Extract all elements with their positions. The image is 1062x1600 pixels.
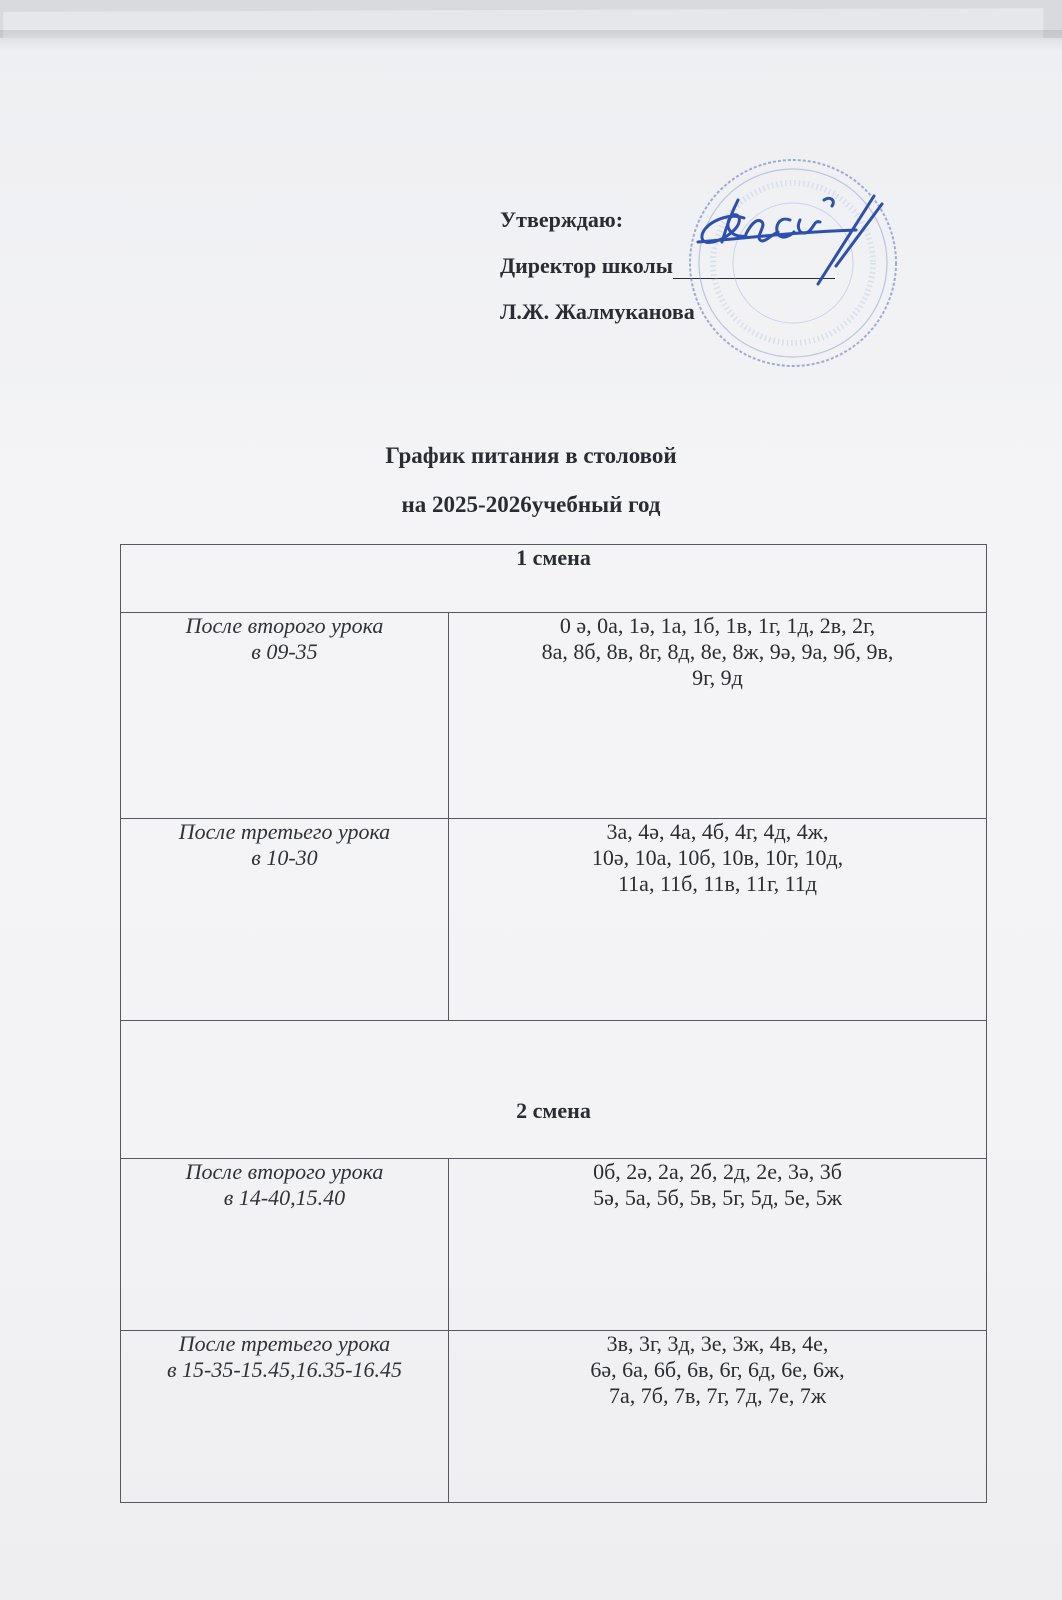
classes-cell <box>449 1331 987 1503</box>
director-title: Директор школы <box>500 253 673 278</box>
shift1-header: 1 смена <box>121 545 987 613</box>
class-list-line: 8а, 8б, 8в, 8г, 8д, 8е, 8ж, 9ә, 9а, 9б, 9в, <box>541 639 894 664</box>
director-name: Л.Ж. Жалмуканова <box>500 299 695 324</box>
class-list-line: 6ә, 6а, 6б, 6в, 6г, 6д, 6е, 6ж, <box>590 1357 845 1382</box>
meal-time: в 14-40,15.40 <box>223 1185 346 1210</box>
schedule-table <box>120 544 987 1503</box>
time-cell <box>121 819 449 1021</box>
meal-time: в 09-35 <box>251 639 318 664</box>
lesson-label: После второго урока <box>185 1159 384 1184</box>
approval-heading: Утверждаю: <box>500 207 624 232</box>
lesson-label: После третьего урока <box>178 819 391 844</box>
class-list-line: 0 ә, 0а, 1ә, 1а, 1б, 1в, 1г, 1д, 2в, 2г, <box>559 613 876 638</box>
class-list-line: 3а, 4ә, 4а, 4б, 4г, 4д, 4ж, <box>606 819 829 844</box>
meal-time: в 15-35-15.45,16.35-16.45 <box>166 1357 403 1382</box>
table-row <box>121 613 987 819</box>
shift2-header: 2 смена <box>121 1021 987 1159</box>
signature <box>698 196 882 284</box>
table-row <box>121 819 987 1021</box>
page-fold-shadow <box>0 30 1062 50</box>
lesson-label: После второго урока <box>185 613 384 638</box>
table-row <box>121 1331 987 1503</box>
time-cell <box>121 1159 449 1331</box>
class-list-line: 0б, 2ә, 2а, 2б, 2д, 2е, 3ә, 3б <box>593 1159 842 1184</box>
class-list-line: 3в, 3г, 3д, 3е, 3ж, 4в, 4е, <box>606 1331 829 1356</box>
shift2-header-row <box>121 1021 987 1159</box>
class-list-line: 5ә, 5а, 5б, 5в, 5г, 5д, 5е, 5ж <box>593 1185 842 1210</box>
document-title: График питания в столовой <box>385 443 677 468</box>
class-list-line: 9г, 9д <box>692 665 743 690</box>
classes-cell <box>449 819 987 1021</box>
meal-time: в 10-30 <box>251 845 318 870</box>
classes-cell <box>449 613 987 819</box>
lesson-label: После третьего урока <box>178 1331 391 1356</box>
time-cell <box>121 613 449 819</box>
classes-cell <box>449 1159 987 1331</box>
shift1-header-row <box>121 545 987 613</box>
table-row <box>121 1159 987 1331</box>
class-list-line: 7а, 7б, 7в, 7г, 7д, 7е, 7ж <box>608 1383 827 1408</box>
document-subtitle: на 2025-2026учебный год <box>401 492 661 517</box>
class-list-line: 10ә, 10а, 10б, 10в, 10г, 10д, <box>591 845 844 870</box>
school-seal-stamp <box>686 156 900 370</box>
time-cell <box>121 1331 449 1503</box>
class-list-line: 11а, 11б, 11в, 11г, 11д <box>618 871 817 896</box>
